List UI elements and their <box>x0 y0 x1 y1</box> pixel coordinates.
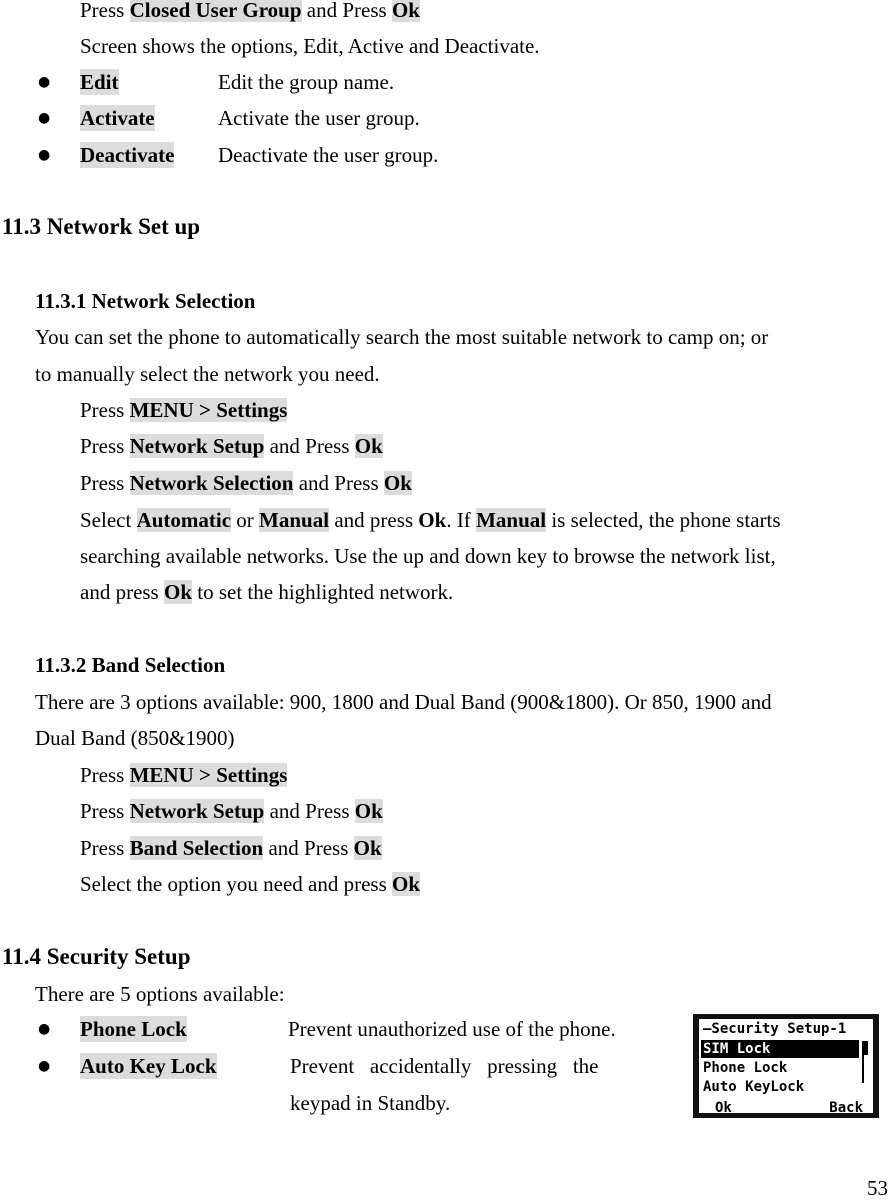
paragraph-line: and press Ok to set the highlighted network. <box>80 580 454 604</box>
paragraph-line: searching available networks. Use the up and down key to browse the network list, <box>80 544 776 568</box>
page-number: 53 <box>867 1176 888 1200</box>
paragraph-line: There are 5 options available: <box>35 982 285 1006</box>
bullet-icon: ● <box>38 147 51 163</box>
paragraph-line: to manually select the network you need. <box>35 362 380 386</box>
phone-menu-item-auto-keylock: Auto KeyLock <box>703 1079 805 1095</box>
paragraph-line: There are 3 options available: 900, 1800 and Dual Band (900&1800). Or 850, 1900 and <box>35 690 772 714</box>
bullet-icon: ● <box>38 110 51 126</box>
subsection-title-band-selection: 11.3.2 Band Selection <box>35 653 226 677</box>
subsection-title-network-selection: 11.3.1 Network Selection <box>35 289 256 313</box>
paragraph-line: keypad in Standby. <box>290 1091 451 1115</box>
paragraph-line: Dual Band (850&1900) <box>35 726 235 750</box>
phone-soft-left: Ok <box>715 1100 732 1116</box>
phone-soft-right: Back <box>829 1100 863 1116</box>
phone-display <box>699 1019 873 1116</box>
section-title-security-setup: 11.4 Security Setup <box>2 944 191 969</box>
phone-screen-title: —Security Setup-1 <box>703 1021 847 1037</box>
bullet-icon: ● <box>38 1058 51 1074</box>
paragraph-line: You can set the phone to automatically search the most suitable network to camp on; or <box>35 325 769 349</box>
phone-screen-image <box>693 1014 879 1118</box>
phone-scrollbar <box>862 1041 870 1083</box>
bullet-icon: ● <box>38 1021 51 1037</box>
section-title-network-setup: 11.3 Network Set up <box>2 214 201 239</box>
bullet-icon: ● <box>38 74 51 90</box>
phone-menu-item-sim-lock: SIM Lock <box>701 1040 859 1058</box>
phone-menu-item-phone-lock: Phone Lock <box>703 1060 788 1076</box>
